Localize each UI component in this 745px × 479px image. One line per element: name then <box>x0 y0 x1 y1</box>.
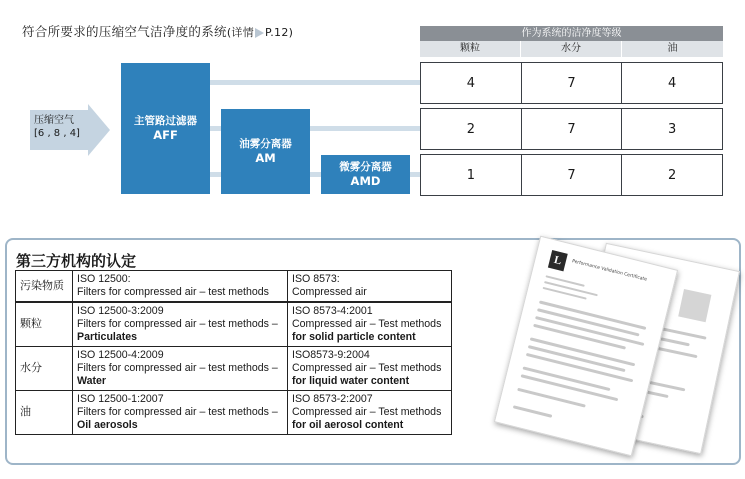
iso-desc: Filters for compressed air – test methods – <box>77 406 278 418</box>
filter-am-name: 油雾分离器 <box>239 137 292 150</box>
purity-value: 7 <box>522 63 623 103</box>
iso12500-cell <box>73 271 288 303</box>
certificate-heading: Performance Validation Certificate <box>571 259 648 283</box>
iso-desc: Filters for compressed air – test methods – <box>77 362 278 374</box>
iso8573-cell <box>288 302 452 347</box>
purity-value: 1 <box>421 155 522 195</box>
iso-code: ISO 12500-3:2009 <box>77 305 164 317</box>
certification-table <box>15 270 452 435</box>
purity-table-header: 作为系统的洁净度等级 <box>420 26 723 41</box>
filter-aff <box>121 63 210 194</box>
input-label-text: 压缩空气 <box>34 115 74 126</box>
pipe-line-2 <box>310 126 420 131</box>
filter-aff-code: AFF <box>153 127 178 142</box>
iso-code: ISO 8573-2:2007 <box>292 393 373 405</box>
row-label: 水分 <box>16 347 73 391</box>
purity-col-particle: 颗粒 <box>420 41 521 57</box>
input-spec: [6 , 8 , 4] <box>34 128 80 139</box>
purity-value: 4 <box>421 63 522 103</box>
table-row <box>16 391 452 435</box>
iso-desc: Compressed air – Test methods <box>292 318 442 330</box>
iso-subject: for oil aerosol content <box>292 419 404 431</box>
filter-amd-name: 微雾分离器 <box>339 160 392 173</box>
iso8573-cell <box>288 391 452 435</box>
purity-value: 2 <box>421 109 522 149</box>
page-title <box>22 22 293 40</box>
certification-title: 第三方机构的认定 <box>16 252 137 270</box>
iso-desc: Compressed air – Test methods <box>292 406 442 418</box>
iso-subject: for liquid water content <box>292 375 410 387</box>
filter-amd <box>321 155 410 194</box>
purity-row-am <box>420 108 723 150</box>
input-label <box>34 114 94 140</box>
purity-value: 3 <box>668 121 677 137</box>
purity-value: 4 <box>668 75 677 91</box>
purity-col-water: 水分 <box>521 41 622 57</box>
table-row <box>16 302 452 347</box>
iso-subject: Particulates <box>77 331 138 343</box>
certificate-logo: L <box>548 250 568 271</box>
iso-code: ISO 8573-4:2001 <box>292 305 373 317</box>
purity-col-oil: 油 <box>622 41 723 57</box>
iso12500-cell <box>73 391 288 435</box>
row-label: 颗粒 <box>16 302 73 347</box>
iso12500-cell <box>73 302 288 347</box>
iso-desc: Compressed air <box>292 286 367 298</box>
iso-desc: Filters for compressed air – test methods <box>77 286 269 298</box>
iso8573-cell <box>288 347 452 391</box>
filter-am <box>221 109 310 194</box>
iso-desc: Compressed air – Test methods <box>292 362 442 374</box>
table-row <box>16 271 452 303</box>
iso-code: ISO 12500-4:2009 <box>77 349 164 361</box>
purity-value: 7 <box>522 109 623 149</box>
table-row <box>16 347 452 391</box>
purity-row-aff <box>420 62 723 104</box>
iso-subject: for solid particle content <box>292 331 416 343</box>
purity-value: 2 <box>668 167 677 183</box>
filter-am-code: AM <box>255 150 276 165</box>
title-text: 符合所要求的压缩空气洁净度的系统 <box>22 24 227 39</box>
iso-code: ISO 8573: <box>292 273 340 285</box>
filter-amd-code: AMD <box>350 173 381 188</box>
purity-row-amd <box>420 154 723 196</box>
iso-subject: Oil aerosols <box>77 419 138 431</box>
filter-aff-name: 主管路过滤器 <box>134 114 197 127</box>
iso-code: ISO8573-9:2004 <box>292 349 370 361</box>
detail-ref-prefix: (详情 <box>226 26 255 39</box>
iso-code: ISO 12500: <box>77 273 131 285</box>
row-label: 污染物质 <box>16 271 73 303</box>
iso8573-cell <box>288 271 452 303</box>
purity-value: 7 <box>522 155 623 195</box>
detail-ref-page[interactable]: P.12) <box>265 26 294 39</box>
pipe-line-3 <box>410 172 420 177</box>
iso-code: ISO 12500-1:2007 <box>77 393 164 405</box>
pipe-line-1 <box>210 80 420 85</box>
iso-subject: Water <box>77 375 107 387</box>
row-label: 油 <box>16 391 73 435</box>
iso12500-cell <box>73 347 288 391</box>
arrow-right-icon <box>255 28 264 38</box>
iso-desc: Filters for compressed air – test methods – <box>77 318 278 330</box>
